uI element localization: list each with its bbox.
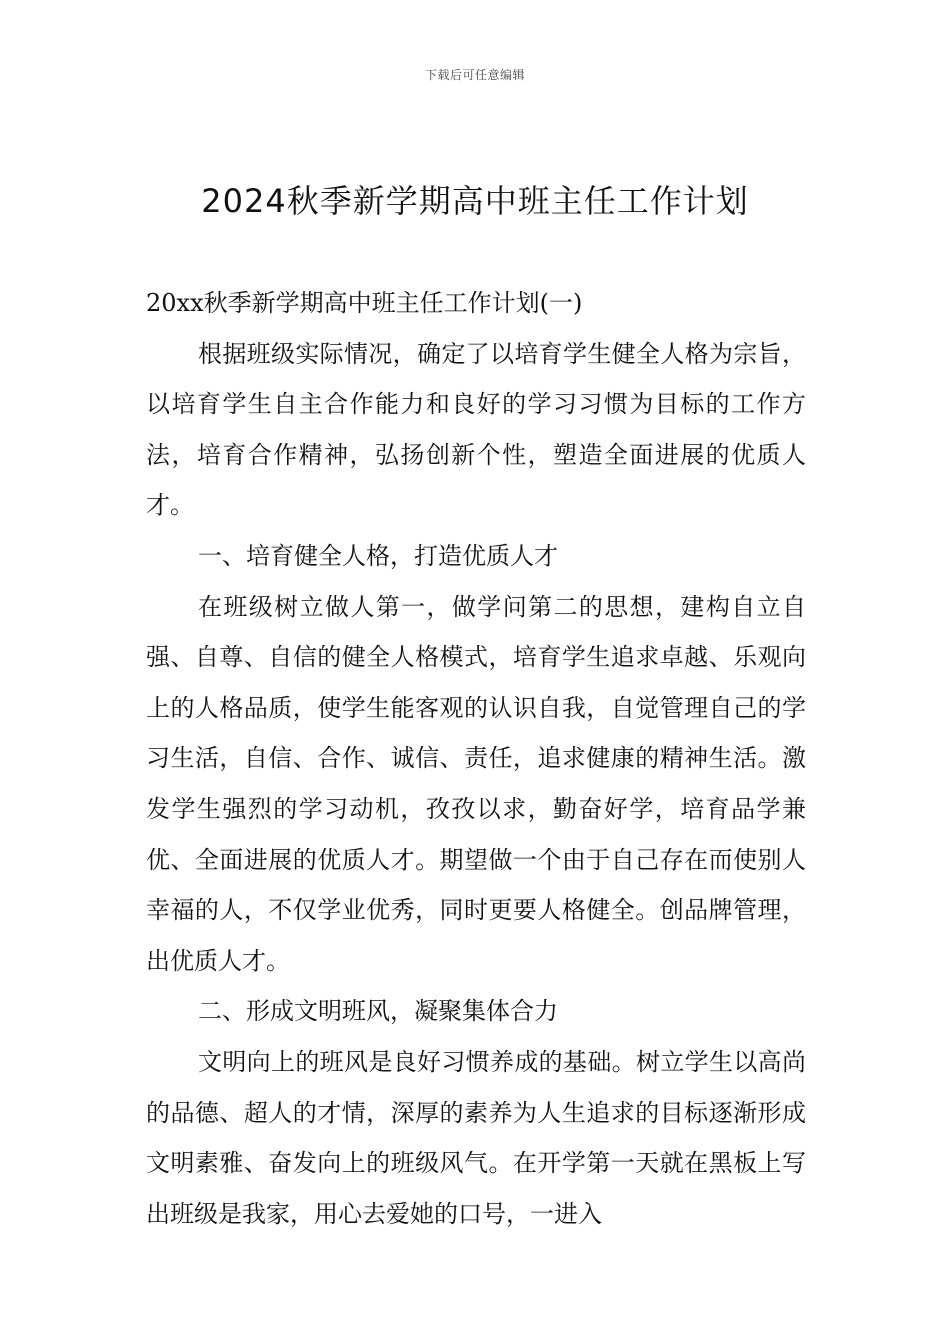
- section-heading-2: 二、形成文明班风，凝聚集体合力: [198, 997, 558, 1026]
- paragraph-class-style: 文明向上的班风是良好习惯养成的基础。树立学生以高尚的品德、超人的才情，深厚的素养为人生追求的目标逐渐形成文明素雅、奋发向上的班级风气。在开学第一天就在黑板上写出班级是我家，用心去爱她的口号，一进入: [146, 1047, 806, 1228]
- document-title: 2024秋季新学期高中班主任工作计划: [201, 182, 749, 220]
- page-header-note: 下载后可任意编辑: [424, 68, 525, 82]
- paragraph-intro: 根据班级实际情况，确定了以培育学生健全人格为宗旨，以培育学生自主合作能力和良好的学习习惯为目标的工作方法，培育合作精神，弘扬创新个性，塑造全面进展的优质人才。: [146, 339, 806, 520]
- section-subtitle: 20xx秋季新学期高中班主任工作计划(一): [146, 289, 583, 317]
- paragraph-personality: 在班级树立做人第一，做学问第二的思想，建构自立自强、自尊、自信的健全人格模式，培育学生追求卓越、乐观向上的人格品质，使学生能客观的认识自我，自觉管理自己的学习生活，自信、合作、诚信、责任，追求健康的精神生活。激发学生强烈的学习动机，孜孜以求，勤奋好学，培育品学兼优、全面进展的优质人才。期望做一个由于自己存在而使别人幸福的人，不仅学业优秀，同时更要人格健全。创品牌管理，出优质人才。: [146, 592, 806, 975]
- section-heading-1: 一、培育健全人格，打造优质人才: [198, 541, 558, 570]
- document-body: [146, 278, 806, 1239]
